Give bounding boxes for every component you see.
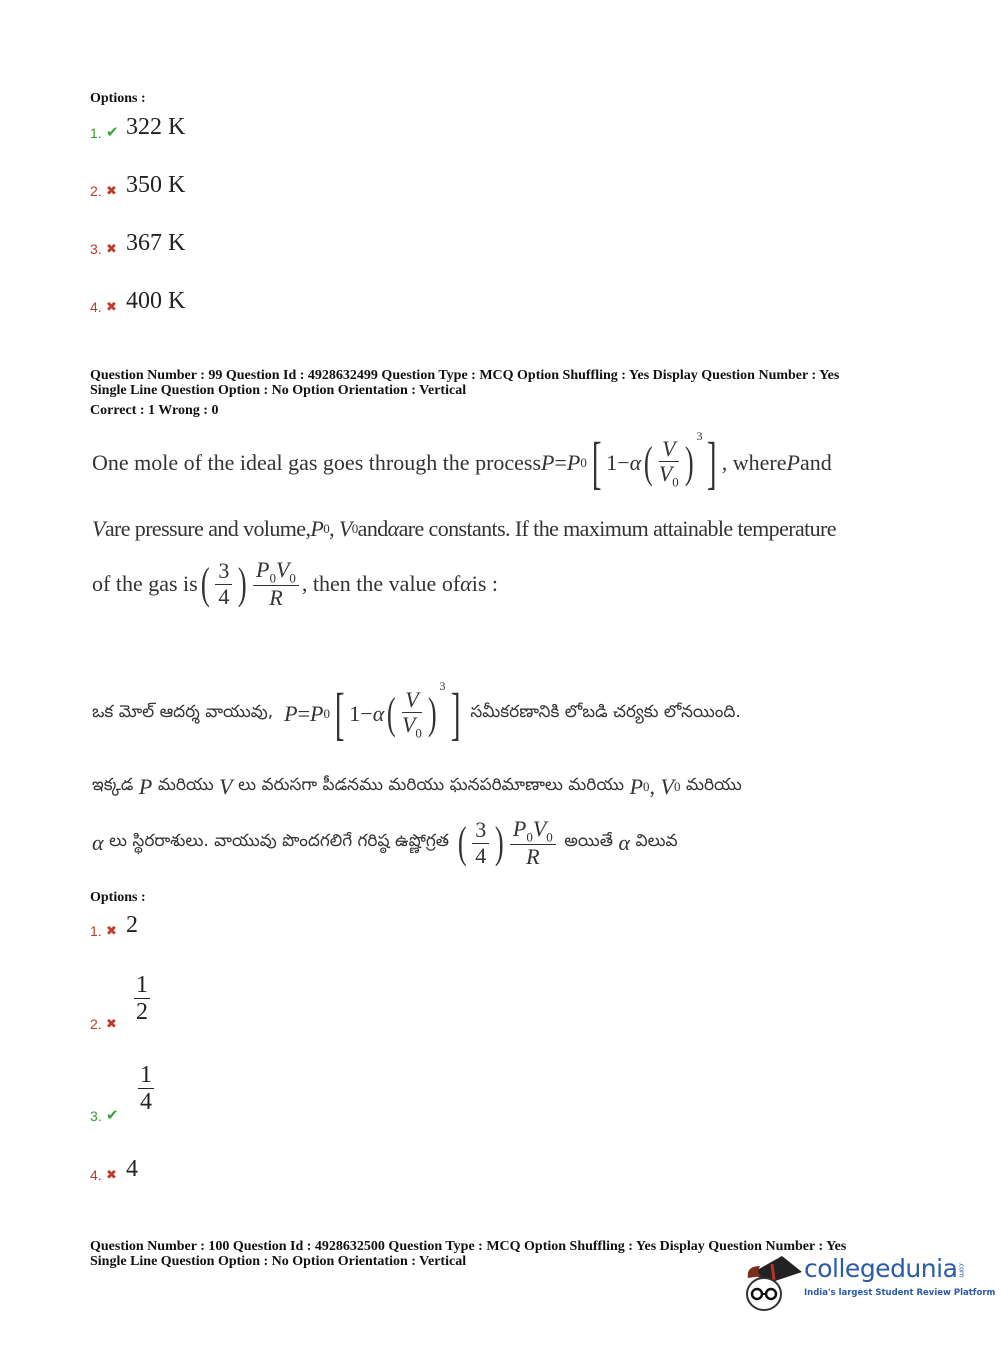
option-value: 350 K xyxy=(126,172,186,198)
math-symbol: 0 xyxy=(526,828,533,844)
text: మరియు xyxy=(157,775,214,795)
math-symbol: = xyxy=(554,450,567,475)
text: అయితే xyxy=(564,831,613,851)
text: are constants. If the maximum attainable temperature xyxy=(398,516,836,541)
math-symbol: R xyxy=(269,585,283,611)
option-value: 400 K xyxy=(126,288,186,314)
math-symbol: 3 xyxy=(439,679,446,693)
option-number: 4. xyxy=(90,299,102,315)
math-symbol: P xyxy=(284,701,298,726)
math-symbol: 0 xyxy=(643,779,650,794)
cross-icon: ✖ xyxy=(106,1017,117,1032)
option-number: 3. xyxy=(90,1108,102,1124)
option-2 xyxy=(90,172,185,199)
cross-icon: ✖ xyxy=(106,1168,117,1183)
options-label: Options : xyxy=(90,91,146,106)
question-te-line1: ఒక మోల్ ఆదర్శ వాయువు, P = P 0 [ 1− α ( $\frac{V}{V_0}$ ) $^3$ ] సమీకరణానికి లోబడి చర్యకు లోనయింది. xyxy=(92,679,741,746)
text: ఒక మోల్ ఆదర్శ వాయువు, xyxy=(92,702,274,722)
math-symbol: 0 xyxy=(289,569,296,585)
mascot-icon xyxy=(742,1252,804,1314)
math-symbol: α xyxy=(387,516,399,541)
option-4 xyxy=(90,288,185,315)
math-symbol: 1 xyxy=(136,972,148,998)
text: One mole of the ideal gas goes through the process xyxy=(92,450,542,475)
logo-name: collegedunia xyxy=(804,1254,958,1283)
math-symbol: α xyxy=(460,571,472,596)
math-symbol: α xyxy=(618,830,631,855)
text: , where xyxy=(721,450,787,475)
math-symbol: V xyxy=(275,556,290,582)
logo-suffix: .com xyxy=(957,1261,966,1277)
option-1 xyxy=(90,114,185,141)
math-symbol: 0 xyxy=(415,725,422,741)
math-symbol: V xyxy=(660,774,674,799)
math-symbol: 0 xyxy=(323,706,330,721)
text: సమీకరణానికి లోబడి చర్యకు లోనయింది. xyxy=(470,702,741,722)
option-value: 4 xyxy=(126,1156,138,1182)
options-label: Options : xyxy=(90,890,146,905)
math-symbol: 4 xyxy=(140,1089,152,1116)
math-symbol: V xyxy=(532,815,547,841)
math-symbol: = xyxy=(297,701,311,726)
math-symbol: 1− xyxy=(606,450,630,475)
option-2 xyxy=(90,1016,126,1032)
math-symbol: P xyxy=(138,774,153,799)
math-symbol: V xyxy=(659,437,678,462)
option-number: 4. xyxy=(90,1167,102,1183)
math-symbol: P xyxy=(512,815,527,841)
option-value: 322 K xyxy=(126,114,186,140)
text: of the gas is xyxy=(92,571,198,596)
math-symbol: 2 xyxy=(136,999,148,1026)
math-symbol: 0 xyxy=(269,569,276,585)
option-value: 367 K xyxy=(126,230,186,256)
question-meta-line1: Question Number : 99 Question Id : 4928632499 Question Type : MCQ Option Shuffling : Yes Display Question Number : Yes xyxy=(90,368,840,383)
question-en-line1: One mole of the ideal gas goes through the process P = P 0 [ 1− α ( $\frac{V}{V_0}$ ) $^3$ ] , where P and xyxy=(92,429,832,495)
option-number: 2. xyxy=(90,183,102,199)
math-symbol: 0 xyxy=(546,828,553,844)
text: లు వరుసగా పీడనము మరియు ఘనపరిమాణాలు మరియు xyxy=(238,775,625,795)
cross-icon: ✖ xyxy=(106,184,117,199)
question-en-line2: V are pressure and volume, P 0 , V 0 and α are constants. If the maximum attainable temperature xyxy=(92,516,836,541)
math-symbol: 0 xyxy=(323,521,330,536)
math-symbol: 1− xyxy=(349,701,373,726)
math-symbol: V xyxy=(92,516,105,541)
math-symbol: 0 xyxy=(673,779,681,794)
option-2-fraction xyxy=(134,972,150,1026)
math-symbol: V xyxy=(402,688,421,713)
option-number: 3. xyxy=(90,241,102,257)
math-symbol: 3 xyxy=(696,429,703,443)
math-symbol: 0 xyxy=(580,455,587,470)
option-3 xyxy=(90,1106,126,1124)
question-en-line3: of the gas is ( $\frac{3}{4}$ ) $\frac{P_0V_0}{R}$ , then the value of α is : xyxy=(92,556,499,611)
cross-icon: ✖ xyxy=(106,924,117,939)
option-number: 1. xyxy=(90,125,102,141)
math-symbol: V xyxy=(219,774,233,799)
question-te-line3: α లు స్థిరరాశులు. వాయువు పొందగలిగే గరిష్ఠ ఉష్ణోగ్రత ( $\frac{3}{4}$ ) $\frac{P_0V_0}{R}$ అయితే α విలువ xyxy=(92,815,678,870)
math-symbol: 4 xyxy=(218,583,230,609)
cross-icon: ✖ xyxy=(106,300,117,315)
math-symbol: P xyxy=(566,450,581,475)
math-symbol: V xyxy=(658,460,673,486)
logo-tagline: India's largest Student Review Platform xyxy=(804,1288,996,1298)
math-symbol: 0 xyxy=(672,474,679,490)
text: is : xyxy=(471,571,499,596)
option-1 xyxy=(90,912,138,939)
text: and xyxy=(799,450,832,475)
text: మరియు xyxy=(685,775,742,795)
math-symbol: α xyxy=(372,701,385,726)
math-symbol: P xyxy=(629,774,644,799)
question-meta-line2: Single Line Question Option : No Option Orientation : Vertical xyxy=(90,383,467,398)
text: ఇక్కడ xyxy=(92,775,134,795)
option-number: 1. xyxy=(90,923,102,939)
text: and xyxy=(357,516,388,541)
math-symbol: R xyxy=(526,844,540,870)
math-symbol: V xyxy=(338,516,352,541)
score-info: Correct : 1 Wrong : 0 xyxy=(90,403,219,418)
math-symbol: 0 xyxy=(351,521,358,536)
math-symbol: 3 xyxy=(472,818,489,843)
option-value: 2 xyxy=(126,912,138,938)
question-meta-line2: Single Line Question Option : No Option Orientation : Vertical xyxy=(90,1254,467,1269)
text: లు స్థిరరాశులు. వాయువు పొందగలిగే గరిష్ఠ ఉష్ణోగ్రత xyxy=(109,831,450,851)
question-te-line2: ఇక్కడ P మరియు V లు వరుసగా పీడనము మరియు ఘనపరిమాణాలు మరియు P 0 , V 0 మరియు xyxy=(92,774,742,799)
check-icon: ✔ xyxy=(106,123,119,141)
math-symbol: P xyxy=(310,701,324,726)
option-3-fraction xyxy=(138,1062,154,1116)
math-symbol: α xyxy=(629,450,642,475)
option-number: 2. xyxy=(90,1016,102,1032)
math-symbol: P xyxy=(541,450,555,475)
collegedunia-logo xyxy=(742,1252,996,1314)
math-symbol: P xyxy=(256,556,270,582)
math-symbol: P xyxy=(786,450,800,475)
text: , then the value of xyxy=(301,571,461,596)
math-symbol: V xyxy=(401,711,416,737)
math-symbol: 4 xyxy=(475,842,487,868)
math-symbol: α xyxy=(92,830,104,855)
text: are pressure and volume, xyxy=(104,516,311,541)
option-3 xyxy=(90,230,185,257)
option-4 xyxy=(90,1156,138,1183)
text: విలువ xyxy=(635,831,678,851)
math-symbol: P xyxy=(310,516,324,541)
check-icon: ✔ xyxy=(106,1106,119,1124)
math-symbol: 1 xyxy=(140,1062,152,1088)
question-meta-line1: Question Number : 100 Question Id : 4928632500 Question Type : MCQ Option Shuffling : Yes Display Question Number : Yes xyxy=(90,1239,847,1254)
math-symbol: 3 xyxy=(215,559,232,584)
cross-icon: ✖ xyxy=(106,242,117,257)
